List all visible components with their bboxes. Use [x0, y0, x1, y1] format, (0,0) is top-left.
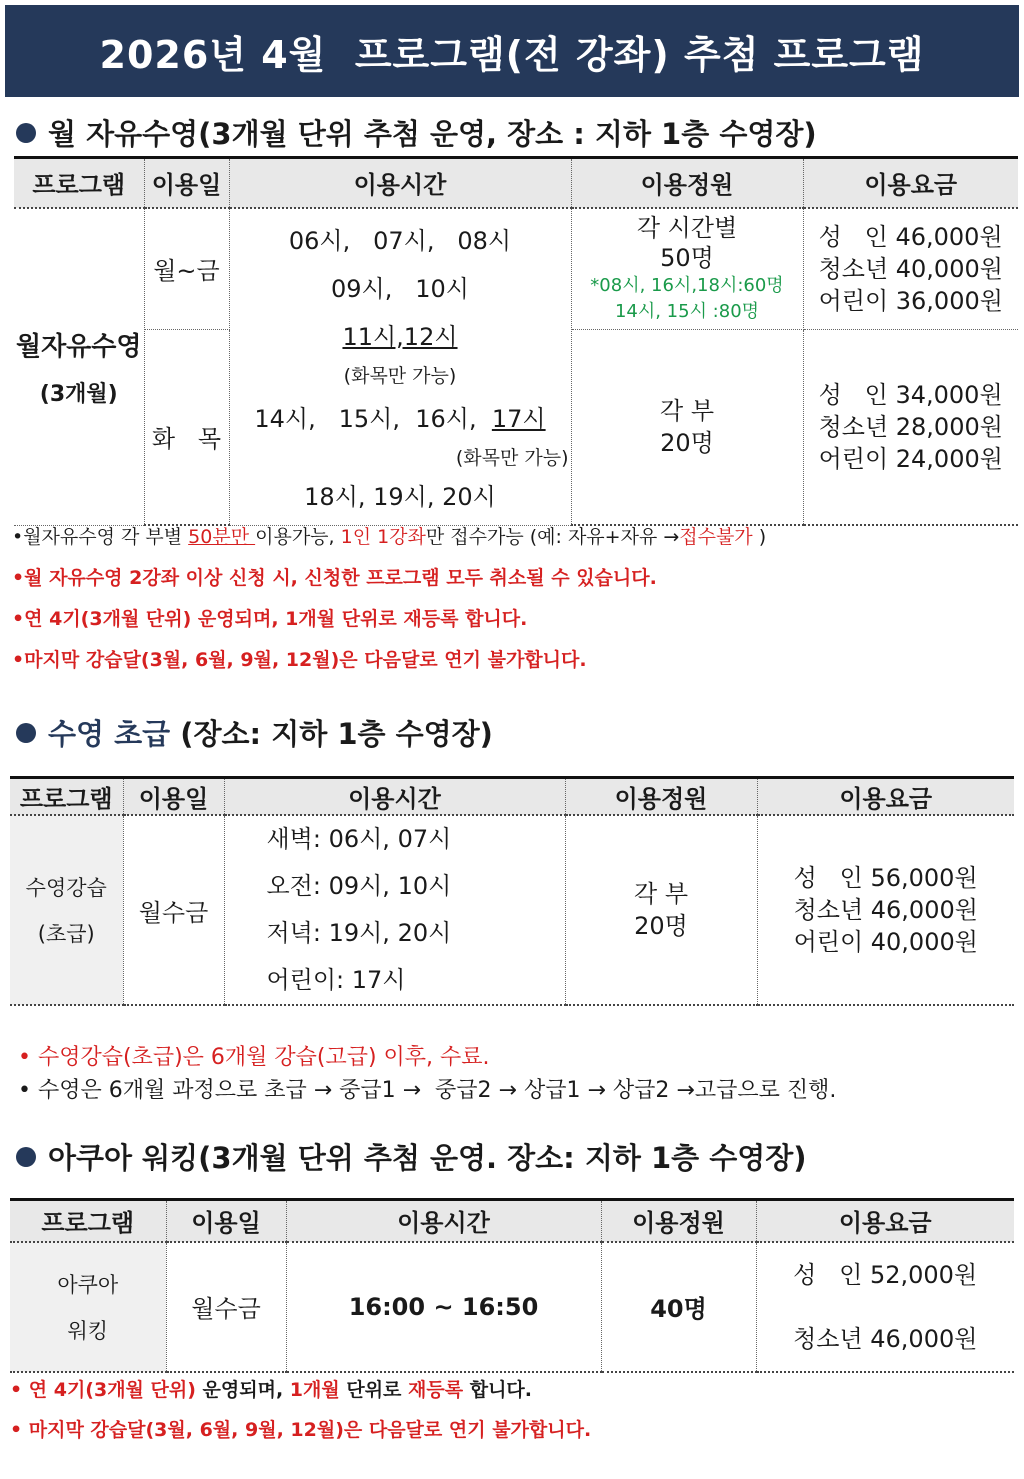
capacity-cell-2 — [571, 329, 803, 525]
col-header-time: 이용시간 — [286, 1200, 601, 1242]
note-text: 만 접수가능 (예: 자유+자유 → — [425, 526, 680, 548]
note-text: 운영되며, — [195, 1379, 290, 1401]
note-highlight: 접수불가 — [679, 526, 753, 548]
fee-2-child: 어린이 24,000원 — [818, 444, 1003, 473]
day-cell: 월수금 — [123, 815, 224, 1005]
section-title-text: (장소: 지하 1층 수영장) — [170, 717, 493, 751]
page-title: 2026년 4월 프로그램(전 강좌) 추첨 프로그램 — [99, 32, 925, 77]
time-line-4-note: (화목만 가능) — [455, 446, 569, 469]
aqua-note-1 — [10, 1375, 532, 1402]
time-children: 어린이: 17시 — [266, 966, 406, 994]
beginner-note-1: • 수영강습(초급)은 6개월 강습(고급) 이후, 수료. — [18, 1045, 490, 1070]
col-header-program: 프로그램 — [10, 778, 123, 816]
bullet-dot-icon — [16, 123, 36, 143]
time-line-3-note: (화목만 가능) — [343, 364, 457, 387]
capacity-1-line-2: 50명 — [660, 243, 714, 272]
fee-1-child: 어린이 36,000원 — [818, 286, 1003, 315]
capacity-cell: 40명 — [601, 1242, 756, 1372]
col-header-time: 이용시간 — [229, 158, 571, 208]
col-header-capacity: 이용정원 — [565, 778, 757, 816]
section-title-aqua-walking — [16, 1136, 807, 1177]
program-name: 월자유수영 — [15, 331, 142, 362]
fee-list — [794, 862, 978, 958]
col-header-day: 이용일 — [144, 158, 229, 208]
fee-adult: 성 인 52,000원 — [793, 1260, 978, 1289]
free-swim-note-1 — [12, 522, 766, 549]
fee-youth: 청소년 46,000원 — [793, 896, 978, 924]
capacity-line-2: 20명 — [634, 912, 688, 940]
capacity-line-1: 각 부 — [634, 880, 688, 908]
capacity-1-note-1: *08시, 16시,18시:60명 — [590, 274, 784, 296]
col-header-day: 이용일 — [123, 778, 224, 816]
program-sub: (3개월) — [39, 381, 118, 407]
time-morning: 오전: 09시, 10시 — [266, 872, 452, 900]
fee-list-2 — [819, 379, 1003, 475]
time-line-5: 18시, 19시, 20시 — [304, 482, 496, 511]
capacity-2-line-1: 각 부 — [660, 396, 714, 425]
capacity-cell-1 — [571, 208, 803, 330]
col-header-day: 이용일 — [166, 1200, 286, 1242]
note-highlight: 1인 1강좌 — [340, 526, 426, 548]
fee-adult: 성 인 56,000원 — [793, 864, 978, 892]
col-header-capacity: 이용정원 — [601, 1200, 756, 1242]
note-text: 합니다. — [463, 1379, 532, 1401]
time-dawn: 새벽: 06시, 07시 — [266, 825, 452, 853]
capacity-2-line-2: 20명 — [660, 428, 714, 457]
col-header-fee: 이용요금 — [757, 778, 1014, 816]
program-line-1: 아쿠아 — [57, 1272, 119, 1297]
fee-2-adult: 성 인 34,000원 — [818, 380, 1003, 409]
capacity-cell — [565, 815, 757, 1005]
free-swim-note-2: •월 자유수영 2강좌 이상 신청 시, 신청한 프로그램 모두 취소될 수 있습니다. — [12, 567, 657, 589]
col-header-program: 프로그램 — [14, 158, 144, 208]
beginner-swim-table — [10, 776, 1014, 1006]
fee-cell-1 — [803, 208, 1018, 330]
note-text: •월자유수영 각 부별 — [12, 526, 189, 548]
bullet-dot-icon — [16, 723, 36, 743]
note-text: ) — [752, 526, 767, 548]
note-highlight: 재등록 — [408, 1379, 464, 1401]
time-line-4 — [230, 391, 571, 447]
bullet-dot-icon — [16, 1147, 36, 1167]
note-text: 단위로 — [339, 1379, 409, 1401]
fee-list — [793, 1243, 977, 1371]
time-evening: 저녁: 19시, 20시 — [266, 919, 452, 947]
time-line-2: 09시, 10시 — [331, 274, 469, 303]
fee-1-youth: 청소년 40,000원 — [818, 254, 1003, 283]
fee-cell — [756, 1242, 1014, 1372]
time-cell: 16:00 ~ 16:50 — [286, 1242, 601, 1372]
program-cell — [10, 1242, 166, 1372]
time-cell — [229, 208, 571, 526]
time-line-4-underlined: 17시 — [491, 404, 546, 433]
section-title-beginner-swim — [16, 712, 493, 753]
section-title-text: 월 자유수영(3개월 단위 추첨 운영, 장소 : 지하 1층 수영장) — [48, 117, 817, 151]
note-highlight: 1개월 — [289, 1379, 340, 1401]
program-line-2: 워킹 — [67, 1318, 109, 1343]
program-cell — [10, 815, 123, 1005]
fee-cell-2 — [803, 329, 1018, 525]
capacity-1-note-2: 14시, 15시 :80명 — [614, 300, 760, 322]
section-title-highlight: 수영 초급 — [48, 717, 171, 751]
time-line-4-main: 14시, 15시, 16시, — [254, 404, 492, 433]
fee-2-youth: 청소년 28,000원 — [818, 412, 1003, 441]
note-text: 이용가능, — [255, 526, 341, 548]
fee-1-adult: 성 인 46,000원 — [818, 222, 1003, 251]
program-name: 수영강습 — [25, 876, 107, 900]
free-swim-note-4: •마지막 강습달(3월, 6월, 9월, 12월)은 다음달로 연기 불가합니다. — [12, 649, 587, 671]
aqua-walking-table — [10, 1198, 1014, 1373]
fee-child: 어린이 40,000원 — [793, 928, 978, 956]
time-line-1: 06시, 07시, 08시 — [288, 226, 512, 255]
free-swim-note-3: •연 4기(3개월 단위) 운영되며, 1개월 단위로 재등록 합니다. — [12, 608, 528, 630]
fee-youth: 청소년 46,000원 — [793, 1324, 978, 1353]
col-header-fee: 이용요금 — [803, 158, 1018, 208]
day-cell: 월수금 — [166, 1242, 286, 1372]
section-title-free-swim — [16, 112, 817, 153]
col-header-time: 이용시간 — [224, 778, 565, 816]
fee-list-1 — [819, 221, 1003, 317]
col-header-program: 프로그램 — [10, 1200, 166, 1242]
free-swim-table — [14, 156, 1018, 526]
program-cell — [14, 208, 144, 526]
beginner-note-2: • 수영은 6개월 과정으로 초급 → 중급1 → 중급2 → 상급1 → 상급2 →고급으로 진행. — [18, 1078, 837, 1103]
time-line-3: 11시,12시 — [342, 322, 458, 351]
day-cell-tue-thu: 화 목 — [144, 329, 229, 525]
day-cell-mon-fri: 월~금 — [144, 208, 229, 330]
col-header-capacity: 이용정원 — [571, 158, 803, 208]
note-highlight: 50분만 — [188, 526, 256, 548]
col-header-fee: 이용요금 — [756, 1200, 1014, 1242]
time-cell — [224, 815, 565, 1005]
page-banner — [5, 5, 1019, 97]
program-sub: (초급) — [37, 922, 95, 946]
note-highlight: • 연 4기(3개월 단위) — [10, 1379, 196, 1401]
aqua-note-2: • 마지막 강습달(3월, 6월, 9월, 12월)은 다음달로 연기 불가합니다. — [10, 1419, 592, 1441]
fee-cell — [757, 815, 1014, 1005]
capacity-1-line-1: 각 시간별 — [636, 213, 738, 242]
section-title-text: 아쿠아 워킹(3개월 단위 추첨 운영. 장소: 지하 1층 수영장) — [48, 1141, 807, 1175]
